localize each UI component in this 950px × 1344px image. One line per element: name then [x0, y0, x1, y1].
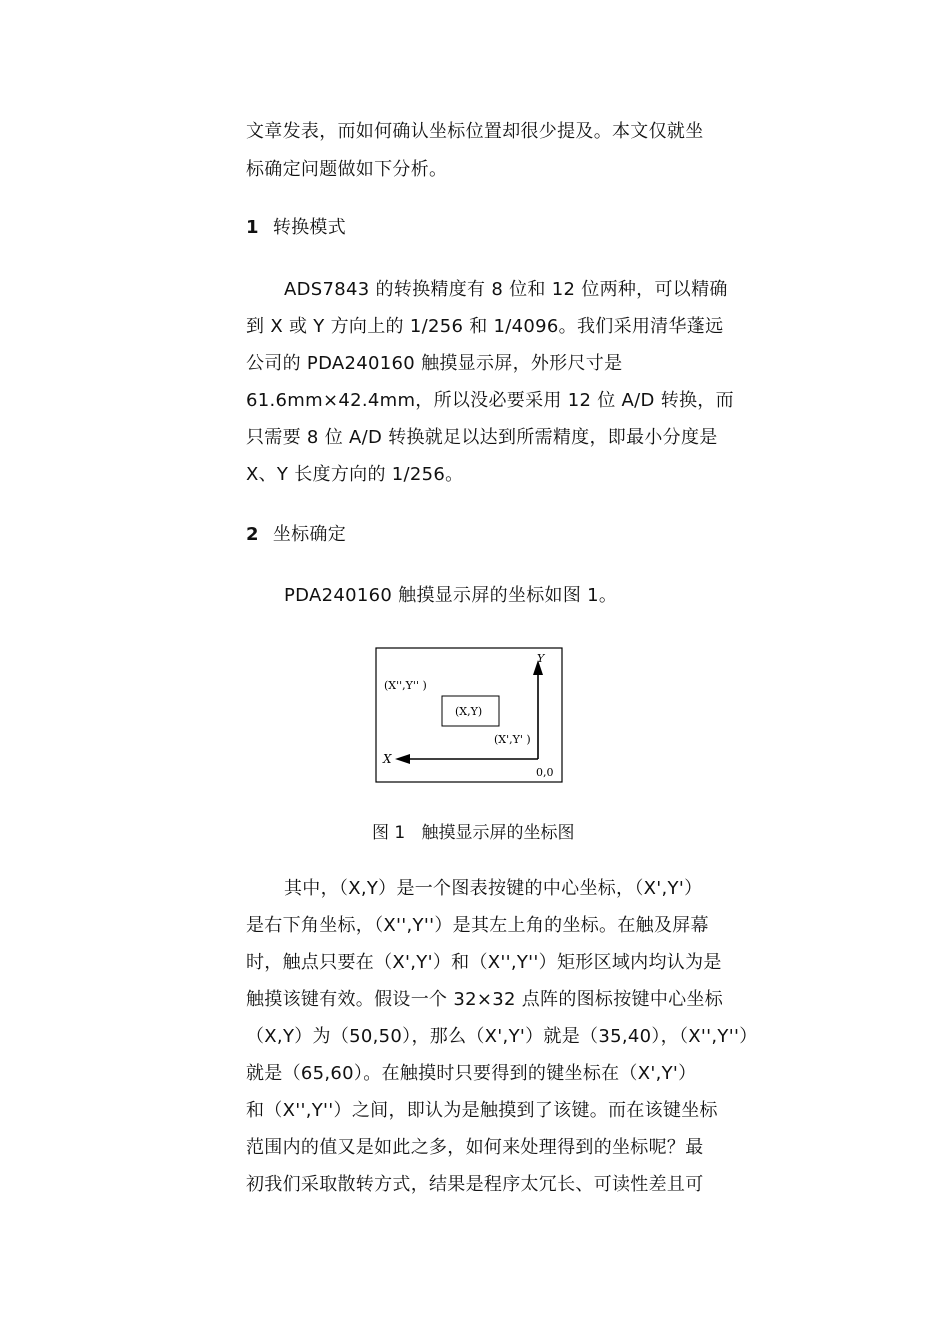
section-2-title: 坐标确定 [272, 524, 347, 545]
body-line-7: 和（X'',Y''）之间，即认为是触摸到了该键。而在该键坐标 [246, 1100, 718, 1121]
section-1-heading [246, 216, 346, 240]
figure-1-caption [372, 818, 574, 843]
body-line-2: 是右下角坐标，（X'',Y''）是其左上角的坐标。在触及屏幕 [246, 915, 709, 936]
body-line-9: 初我们采取散转方式，结果是程序太冗长、可读性差且可 [246, 1174, 704, 1195]
section-1-title: 转换模式 [272, 217, 347, 238]
body-line-8: 范围内的值又是如此之多，如何来处理得到的坐标呢？最 [246, 1137, 704, 1158]
y-axis-label: Y [537, 652, 545, 665]
x-axis-label: X [383, 752, 392, 766]
section-1-line-4: 61.6mm×42.4mm，所以没必要采用 12 位 A/D 转换，而 [246, 390, 734, 411]
top-left-label: (X'',Y'' ) [384, 679, 427, 692]
bottom-right-label: (X',Y' ) [494, 733, 531, 746]
body-line-3: 时，触点只要在（X',Y'）和（X'',Y''）矩形区域内均认为是 [246, 952, 722, 973]
figure-caption-number: 图 1 [372, 823, 406, 843]
section-1-line-6: X、Y 长度方向的 1/256。 [246, 464, 464, 485]
center-label: (X,Y) [455, 705, 483, 718]
section-1-line-3: 公司的 PDA240160 触摸显示屏，外形尺寸是 [246, 353, 623, 374]
section-2-heading [246, 523, 346, 547]
origin-label: 0,0 [536, 766, 554, 779]
intro-line-1: 文章发表，而如何确认坐标位置却很少提及。本文仅就坐 [246, 121, 704, 142]
intro-line-2: 标确定问题做如下分析。 [246, 159, 448, 180]
body-line-5: （X,Y）为（50,50），那么（X',Y'）就是（35,40），（X'',Y''） [246, 1026, 758, 1047]
section-1-line-2: 到 X 或 Y 方向上的 1/256 和 1/4096。我们采用清华蓬远 [246, 316, 724, 337]
body-line-6: 就是（65,60）。在触摸时只要得到的键坐标在（X',Y'） [246, 1063, 697, 1084]
section-1-line-5: 只需要 8 位 A/D 转换就足以达到所需精度，即最小分度是 [246, 427, 718, 448]
body-line-1: 其中，（X,Y）是一个图表按键的中心坐标，（X',Y'） [284, 878, 703, 899]
section-1-line-1: ADS7843 的转换精度有 8 位和 12 位两种，可以精确 [284, 279, 728, 300]
section-2-number: 2 [246, 524, 259, 545]
figure-1-diagram [370, 642, 570, 788]
figure-caption-text: 触摸显示屏的坐标图 [421, 823, 575, 843]
section-2-lead: PDA240160 触摸显示屏的坐标如图 1。 [284, 585, 618, 606]
x-axis-arrow [395, 754, 410, 764]
body-line-4: 触摸该键有效。假设一个 32×32 点阵的图标按键中心坐标 [246, 989, 724, 1010]
section-1-number: 1 [246, 217, 259, 238]
